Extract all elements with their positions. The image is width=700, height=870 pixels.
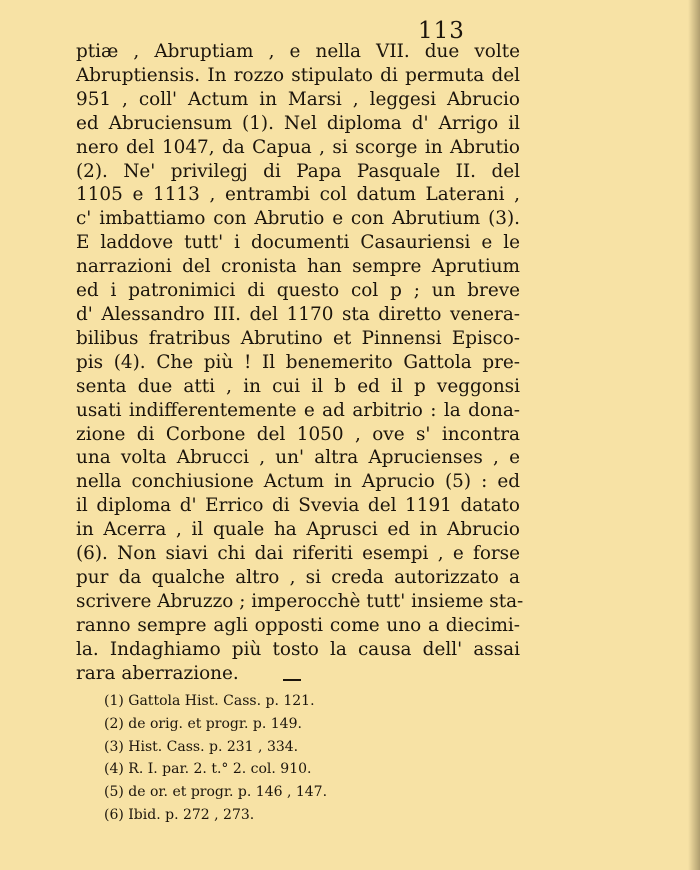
page-number: 113 xyxy=(418,18,465,44)
page-edge-shadow xyxy=(688,0,700,870)
footnotes xyxy=(104,690,327,827)
text-line: c' imbattiamo con Abrutio e con Abrutium (3). xyxy=(76,208,520,230)
text-line: usati indifferentemente e ad arbitrio : la dona- xyxy=(76,399,520,421)
text-line: (2). Ne' privilegj di Papa Pasquale II. del xyxy=(76,160,520,182)
footnote-separator xyxy=(283,679,301,681)
text-line: ptiæ , Abruptiam , e nella VII. due volte xyxy=(76,41,520,62)
text-line: Abruptiensis. In rozzo stipulato di permuta del xyxy=(76,64,520,86)
text-line: senta due atti , in cui il b ed il p veggonsi xyxy=(76,375,520,397)
text-line: pis (4). Che più ! Il benemerito Gattola pre- xyxy=(76,351,520,373)
footnote: (6) Ibid. p. 272 , 273. xyxy=(104,806,255,823)
text-line: rara aberrazione. xyxy=(76,662,239,684)
text-line: bilibus fratribus Abrutino et Pinnensi Episco- xyxy=(76,327,520,349)
text-line: il diploma d' Errico di Svevia del 1191 datato xyxy=(76,495,520,517)
footnote: (4) R. I. par. 2. t.° 2. col. 910. xyxy=(104,761,312,778)
text-line: in Acerra , il quale ha Aprusci ed in Abrucio xyxy=(76,519,520,541)
text-line: la. Indaghiamo più tosto la causa dell' assai xyxy=(76,638,520,660)
body-text xyxy=(76,40,524,685)
text-line: ranno sempre agli opposti come uno a diecimi- xyxy=(76,614,520,636)
text-line: 1105 e 1113 , entrambi col datum Laterani , xyxy=(76,184,520,206)
text-line: 951 , coll' Actum in Marsi , leggesi Abrucio xyxy=(76,88,520,110)
text-line: scrivere Abruzzo ; imperocchè tutt' insieme sta- xyxy=(76,590,524,612)
text-line: nella conchiusione Actum in Aprucio (5) : ed xyxy=(76,471,520,493)
text-line: ed i patronimici di questo col p ; un breve xyxy=(76,280,520,302)
text-line: nero del 1047, da Capua , si scorge in Abrutio xyxy=(76,136,520,158)
footnote: (1) Gattola Hist. Cass. p. 121. xyxy=(104,693,315,709)
text-line: narrazioni del cronista han sempre Aprutium xyxy=(76,256,520,278)
text-line: ed Abruciensum (1). Nel diploma d' Arrigo il xyxy=(76,112,520,134)
text-line: E laddove tutt' i documenti Casauriensi e le xyxy=(76,232,520,254)
footnote: (3) Hist. Cass. p. 231 , 334. xyxy=(104,738,299,755)
footnote: (5) de or. et progr. p. 146 , 147. xyxy=(104,784,328,801)
text-line: una volta Abrucci , un' altra Aprucienses , e xyxy=(76,447,520,469)
text-line: d' Alessandro III. del 1170 sta diretto venera- xyxy=(76,303,520,325)
text-line: pur da qualche altro , si creda autorizzato a xyxy=(76,566,520,588)
text-line: (6). Non siavi chi dai riferiti esempi , e forse xyxy=(76,543,520,565)
footnote: (2) de orig. et progr. p. 149. xyxy=(104,715,302,732)
text-line: zione di Corbone del 1050 , ove s' incontra xyxy=(76,423,520,445)
